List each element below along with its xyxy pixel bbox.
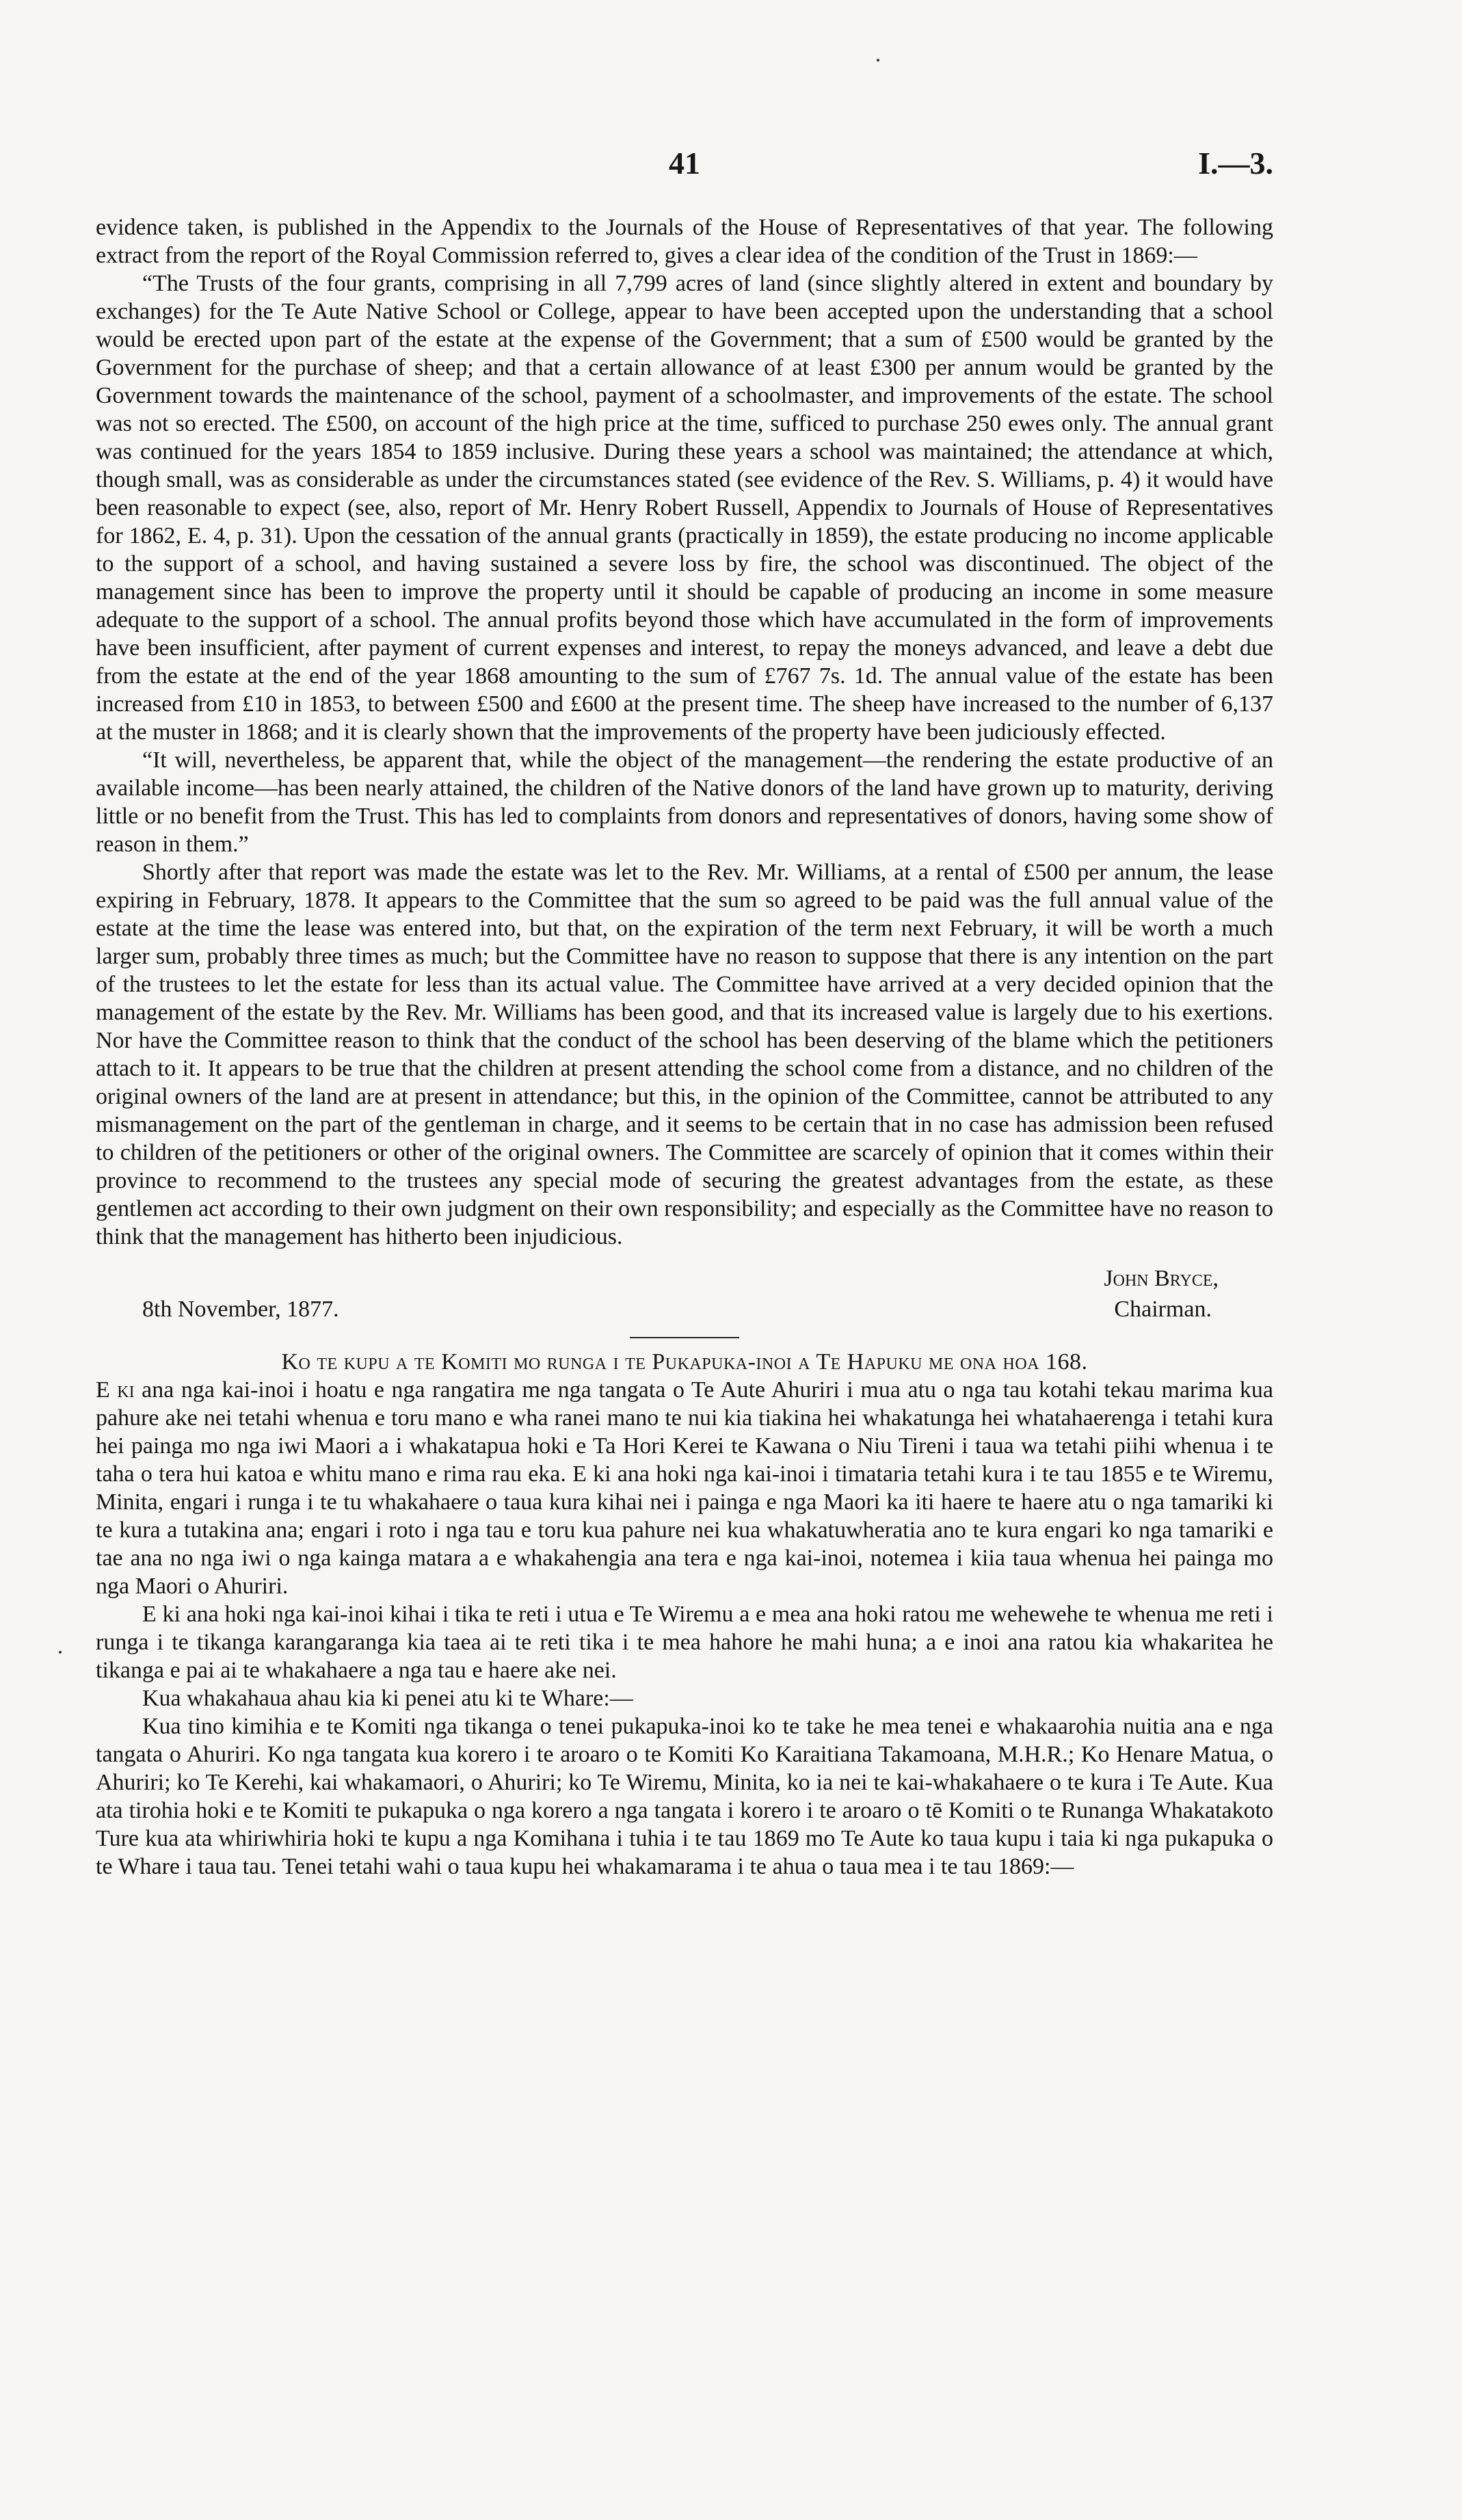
commission-quote <box>96 269 1273 858</box>
report-date: 8th November, 1877. <box>142 1297 339 1322</box>
maori-paragraph-4: Kua tino kimihia e te Komiti nga tikanga o tenei pukapuka-inoi ko te take he mea tenei e whakaarohia nuitia ana e nga tangata o Ahuriri. Ko nga tangata kua korero i te aroaro o te Komiti Ko Karaitiana Takamoana, M.H.R.; Ko Henare Matua, o Ahuriri; ko Te Kerehi, kai whakamaori, o Ahuriri; ko Te Wiremu, Minita, ko ia nei te kai-whakahaere o te kura i Te Aute. Kua ata tirohia hoki e te Komiti te pukapuka o nga korero a nga tangata i korero i te aroaro o tē Komiti o te Runanga Whakatakoto Ture kua ata whiriwhiria hoki te kupu a nga Komihana i tuhia i te tau 1869 mo Te Aute ko taua kupu i taia ki nga pukapuka o te Whare i taua tau. Tenei tetahi wahi o taua kupu hei whakamarama i te ahua o taua mea i te tau 1869:— <box>96 1714 1273 1879</box>
maori-paragraph-3: Kua whakahaua ahau kia ki penei atu ki te Whare:— <box>142 1686 633 1711</box>
maori-paragraph-2: E ki ana hoki nga kai-inoi kihai i tika te reti i utua e Te Wiremu a e mea ana hoki ratou me wehewehe te whenua me reti i runga i te tikanga karangaranga kia taea ai te reti tika i te mea hahore he mahi huna; a e inoi ana ratou kia whakaritea he tikanga e pai ai te whakahaere a nga tau e haere ake nei. <box>96 1602 1273 1683</box>
paper-speck <box>877 59 879 62</box>
page-number: 41 <box>669 146 700 181</box>
maori-section-title: Ko te kupu a te Komiti mo runga i te Pukapuka-inoi a Te Hapuku me ona hoa 168. <box>281 1349 1088 1375</box>
maori-paragraph-1-text: ana nga kai-inoi i hoatu e nga rangatira me nga tangata o Te Aute Ahuriri i mua atu o nga tau kotahi tekau marima kua pahure ake nei tetahi whenua e toru mano e wha ranei mano te nui kia tiakina hei whakatunga hei whatahaerenga i tetahi kura hei painga mo nga iwi Maori a i whakatapua hoki e Ta Hori Kerei te Kawana o Niu Tireni i taua wa tetahi piihi whenua i te taha o tera hui katoa e whitu mano e rima rau eka. E ki ana hoki nga kai-inoi i timataria tetahi kura i te tau 1855 e te Wiremu, Minita, engari i runga i te tu whakahaere o taua kura kihai nei i painga e nga Maori ka iti haere te haere atu o nga tamariki ki te kura a tutakina ana; engari i roto i nga tau e toru kua pahure nei kua whakatuwheratia ano te kura engari ko nga tamariki e tae ana no nga iwi o nga kainga matara a e whakahengia ana tera e nga kai-inoi, notemea i kiia taua whenua hei painga mo nga Maori o Ahuriri. <box>96 1377 1273 1599</box>
section-divider <box>630 1337 739 1338</box>
signatory-name: John Bryce, <box>1104 1266 1219 1291</box>
maori-paragraph-1 <box>96 1376 1273 1600</box>
signature-block <box>96 1264 1273 1326</box>
page-header <box>96 145 1273 186</box>
maori-lead-words: E ki <box>96 1377 135 1403</box>
document-reference: I.—3. <box>1198 146 1273 181</box>
page-body <box>96 213 1273 1881</box>
quote-paragraph-1: “The Trusts of the four grants, comprising in all 7,799 acres of land (since slightly altered in extent and boundary by exchanges) for the Te Aute Native School or College, appear to have been accepted upon the understanding that a school would be erected upon part of the estate at the expense of the Government; that a sum of £500 would be granted by the Government for the purchase of sheep; and that a certain allowance of at least £300 per annum would be granted by the Government towards the maintenance of the school, payment of a schoolmaster, and improvements of the estate. The school was not so erected. The £500, on account of the high price at the time, sufficed to purchase 250 ewes only. The annual grant was continued for the years 1854 to 1859 inclusive. During these years a school was maintained; the attendance at which, though small, was as considerable as under the circumstances stated (see evidence of the Rev. S. Williams, p. 4) it would have been reasonable to expect (see, also, report of Mr. Henry Robert Russell, Appendix to Journals of House of Representatives for 1862, E. 4, p. 31). Upon the cessation of the annual grants (practically in 1859), the estate producing no income applicable to the support of a school, and having sustained a severe loss by fire, the school was discontinued. The object of the management since has been to improve the property until it should be capable of producing an income in some measure adequate to the support of a school. The annual profits beyond those which have accumulated in the form of improvements have been insufficient, after payment of current expenses and interest, to repay the moneys advanced, and leave a debt due from the estate at the end of the year 1868 amounting to the sum of £767 7s. 1d. The annual value of the estate has been increased from £10 in 1853, to between £500 and £600 at the present time. The sheep have increased to the number of 6,137 at the muster in 1868; and it is clearly shown that the improvements of the property have been judiciously effected. <box>96 271 1273 745</box>
signatory-title: Chairman. <box>1114 1297 1212 1322</box>
committee-report-paragraph: Shortly after that report was made the estate was let to the Rev. Mr. Williams, at a rental of £500 per annum, the lease expiring in February, 1878. It appears to the Committee that the sum so agreed to be paid was the full annual value of the estate at the time the lease was entered into, but that, on the expiration of the term next February, it will be worth a much larger sum, probably three times as much; but the Committee have no reason to suppose that there is any intention on the part of the trustees to let the estate for less than its actual value. The Committee have arrived at a very decided opinion that the management of the estate by the Rev. Mr. Williams has been good, and that its increased value is largely due to his exertions. Nor have the Committee reason to think that the conduct of the school has been deserving of the blame which the petitioners attach to it. It appears to be true that the children at present attending the school come from a distance, and no children of the original owners of the land are at present in attendance; but this, in the opinion of the Committee, cannot be attributed to any mismanagement on the part of the gentleman in charge, and it seems to be certain that in no case has admission been refused to children of the petitioners or other of the original owners. The Committee are scarcely of opinion that it comes within their province to recommend to the trustees any special mode of securing the greatest advantages from the estate, as these gentlemen act according to their own judgment on their own responsibility; and especially as the Committee have no reason to think that the management has hitherto been injudicious. <box>96 860 1273 1249</box>
intro-paragraph: evidence taken, is published in the Appendix to the Journals of the House of Representatives of that year. The following extract from the report of the Royal Commission referred to, gives a clear idea of the condition of the Trust in 1869:— <box>96 215 1273 268</box>
paper-speck <box>59 1651 62 1654</box>
quote-paragraph-2: “It will, nevertheless, be apparent that, while the object of the management—the rendering the estate productive of an available income—has been nearly attained, the children of the Native donors of the land have grown up to maturity, deriving little or no benefit from the Trust. This has led to complaints from donors and representatives of donors, having some show of reason in them.” <box>96 747 1273 857</box>
